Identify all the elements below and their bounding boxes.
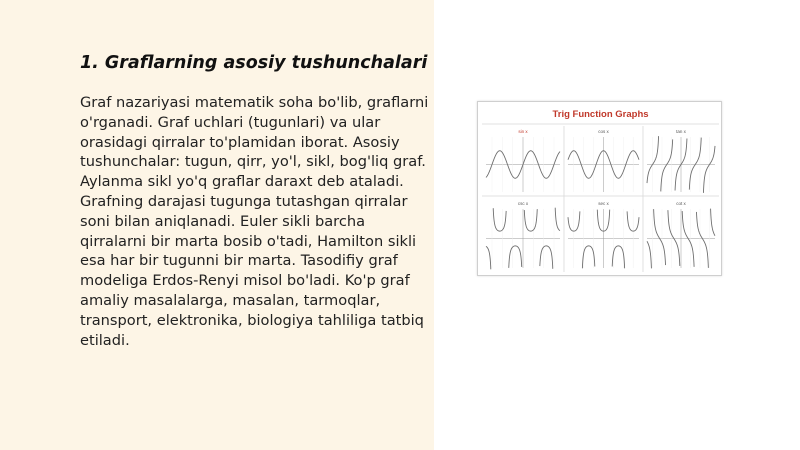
graph-cell-tan-x [647,129,715,193]
trig-graphs-svg [478,102,723,277]
graph-cell-cot-x [647,201,715,268]
graph-cell-cos-x [568,129,639,192]
slide-title: 1. Graflarning asosiy tushunchalari [80,53,428,73]
graph-cell-label: cot x [676,201,686,206]
graph-cell-label: sin x [518,129,528,134]
graph-cell-csc-x [486,201,560,269]
graph-cell-sin-x [486,129,560,192]
figure-title: Trig Function Graphs [552,109,649,120]
graph-cell-sec-x [568,201,639,268]
graph-cell-label: csc x [517,201,529,206]
trig-graphs-figure [477,101,722,276]
slide-body-text: Graf nazariyasi matematik soha bo'lib, graflarni o'rganadi. Graf uchlari (tugunlari) va ular orasidagi qirralar to'plamidan iborat. Asosiy tushunchalar: tugun, qirr, yo'l, sikl, bog'liq graf. Aylanma sikl yo'q graflar daraxt deb ataladi. Grafning darajasi tugunga tutashgan qirralar soni bilan aniqlanadi. Euler sikli barcha qirralarni bir marta bosib o'tadi, Hamilton sikli esa har bir tugunni bir marta. Tasodifiy graf modeliga Erdos-Renyi misol bo'ladi. Ko'p graf amaliy masalalarga, masalan, tarmoqlar, transport, elektronika, biologiya tahliliga tatbiq etiladi. [80,94,429,349]
figure-grid-lines [482,124,719,272]
graph-cell-label: tan x [676,129,686,134]
graph-cell-label: cos x [598,129,609,134]
graph-cell-label: sec x [598,201,609,206]
